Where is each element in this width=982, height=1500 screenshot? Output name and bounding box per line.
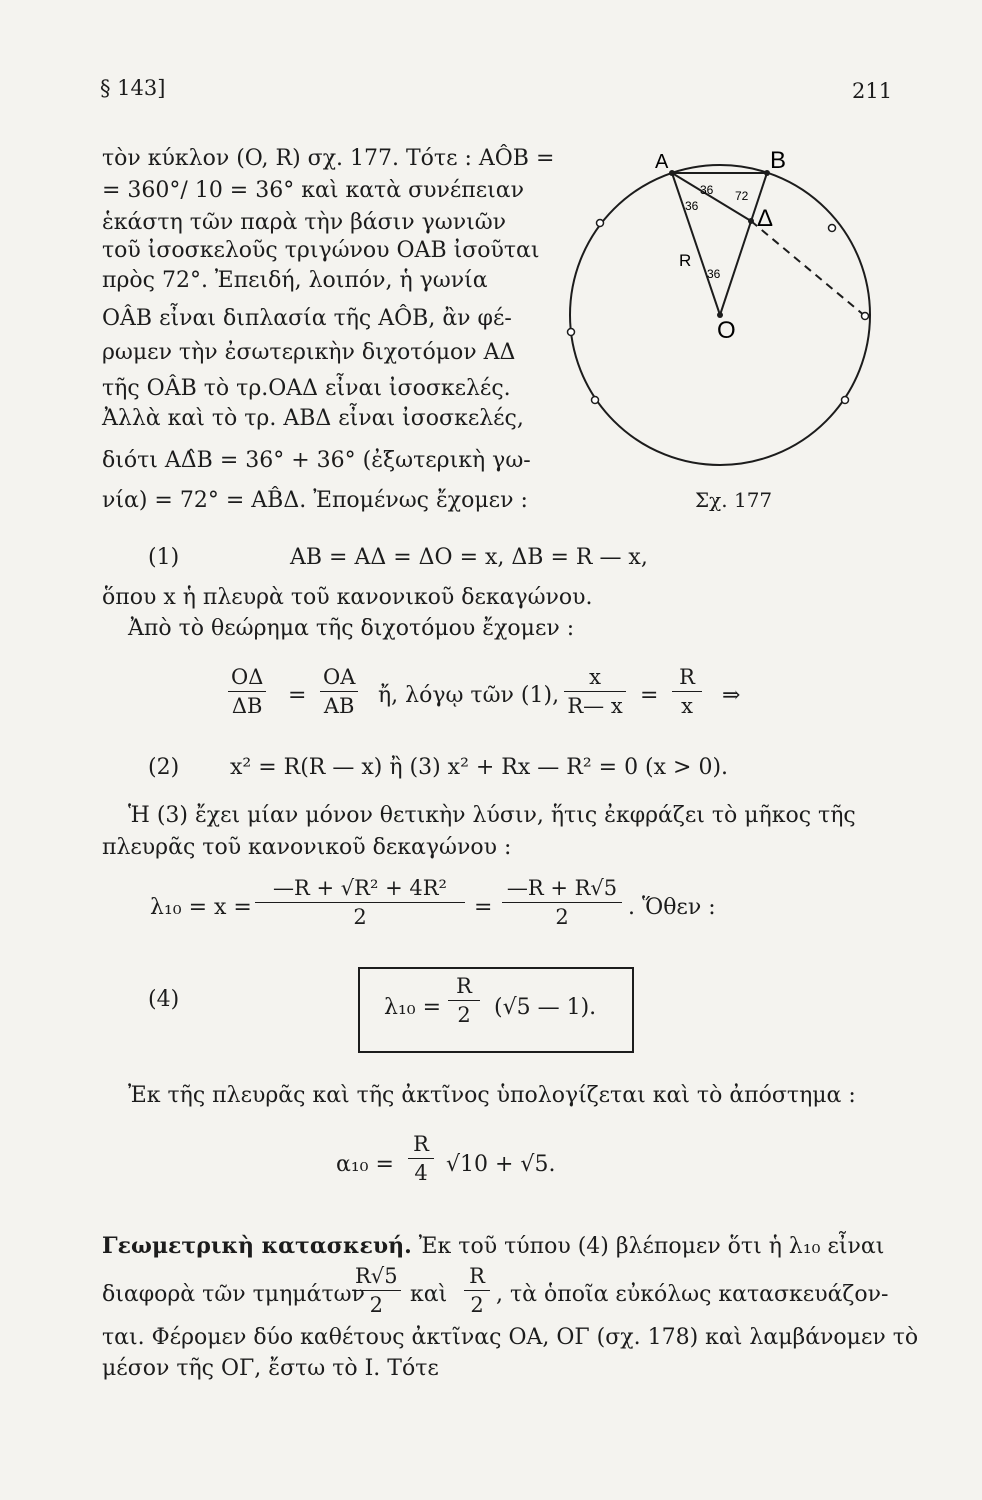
decagon-vertex [829, 225, 836, 232]
equals-sign: = [288, 683, 307, 708]
text-inline: , τὰ ὁποῖα εὐκόλως κατασκευάζον- [496, 1282, 889, 1307]
text-line: τῆς OÂB τὸ τρ.OAΔ εἶναι ἰσοσκελές. [102, 376, 511, 401]
text-line: διότι AΔ̂B = 36° + 36° (ἐξωτερικὴ γω- [102, 448, 531, 473]
numerator: OΔ [228, 665, 266, 692]
text-line: ται. Φέρομεν δύο καθέτους ἀκτῖνας OA, OΓ (σχ. 178) καὶ λαμβάνομεν τὸ [102, 1325, 919, 1350]
denominator: R— x [567, 694, 623, 718]
fraction [502, 876, 622, 929]
label-b: B [770, 147, 787, 174]
numerator: —R + √R² + 4R² [255, 876, 465, 903]
page-number: 211 [852, 79, 893, 103]
fraction [408, 1132, 434, 1185]
equals-sign: = [474, 895, 493, 920]
equation-number: (2) [148, 755, 180, 780]
equation-number: (1) [148, 545, 180, 570]
denominator: 2 [555, 905, 569, 929]
equation-2-3: x² = R(R — x) ἢ (3) x² + Rx — R² = 0 (x > 0). [230, 755, 729, 780]
denominator: 4 [414, 1161, 428, 1185]
denominator: 2 [470, 1293, 484, 1317]
angle-label: 72 [735, 189, 749, 203]
equation-1: AB = AΔ = ΔO = x, ΔB = R — x, [290, 545, 648, 570]
decagon-vertex [592, 397, 599, 404]
text-line [102, 1233, 884, 1260]
decagon-vertex [862, 313, 869, 320]
label-a: A [655, 151, 669, 173]
denominator: 2 [457, 1003, 471, 1027]
label-r: R [679, 251, 692, 270]
box-rhs: (√5 — 1). [494, 995, 597, 1020]
text-inline: διαφορὰ τῶν τμημάτων [102, 1282, 365, 1307]
text-line: Ἀλλὰ καὶ τὸ τρ. ABΔ εἶναι ἰσοσκελές, [102, 406, 524, 431]
denominator: AB [323, 694, 355, 718]
numerator: OA [320, 665, 358, 692]
text-line: μέσον τῆς OΓ, ἔστω τὸ I. Τότε [102, 1356, 439, 1381]
numerator: R [408, 1132, 434, 1159]
vertex-a [669, 170, 675, 176]
fraction [672, 665, 702, 718]
text-line: τὸν κύκλον (O, R) σχ. 177. Τότε : AÔB = [102, 146, 555, 171]
angle-label: 36 [685, 199, 699, 213]
text-line: ρωμεν τὴν ἐσωτερικὴν διχοτόμον AΔ [102, 340, 516, 365]
text-line: Ἡ (3) ἔχει μίαν μόνον θετικὴν λύσιν, ἥτις ἐκφράζει τὸ μῆκος τῆς [128, 803, 856, 828]
text-inline: . Ὅθεν : [628, 895, 716, 920]
fraction [352, 1264, 401, 1317]
arrow: ⇒ [722, 683, 741, 708]
figure-177 [555, 138, 885, 478]
text-line: τοῦ ἰσοσκελοῦς τριγώνου OAB ἰσοῦται [102, 238, 540, 263]
label-o: O [717, 317, 736, 344]
fraction [564, 665, 626, 718]
numerator: x [564, 665, 626, 692]
angle-label: 36 [707, 267, 721, 281]
label-delta: Δ [757, 205, 774, 232]
numerator: —R + R√5 [502, 876, 622, 903]
apothem-rhs: √10 + √5. [446, 1152, 556, 1177]
denominator: 2 [353, 905, 367, 929]
fraction [464, 1264, 490, 1317]
text-inline: καὶ [410, 1282, 448, 1307]
numerator: R [672, 665, 702, 692]
decagon-vertex [842, 397, 849, 404]
angle-label: 36 [700, 183, 714, 197]
text-line: πλευρᾶς τοῦ κανονικοῦ δεκαγώνου : [102, 835, 512, 860]
decagon-vertex [568, 329, 575, 336]
text-line: Ἀπὸ τὸ θεώρημα τῆς διχοτόμου ἔχομεν : [128, 616, 575, 641]
box-lhs: λ₁₀ = [384, 995, 442, 1020]
denominator: 2 [369, 1293, 383, 1317]
decagon-vertex [597, 220, 604, 227]
text-line: OÂB εἶναι διπλασία τῆς AÔB, ἂν φέ- [102, 306, 512, 331]
text-inline: ἤ, λόγῳ τῶν (1), [378, 683, 560, 708]
fraction [320, 665, 358, 718]
text-line: = 360°/ 10 = 36° καὶ κατὰ συνέπειαν [102, 178, 524, 203]
numerator: R√5 [352, 1264, 401, 1291]
numerator: R [448, 974, 480, 1001]
lambda-lhs: λ₁₀ = x = [150, 895, 252, 920]
denominator: ΔB [231, 694, 263, 718]
text-line: ἑκάστη τῶν παρὰ τὴν βάσιν γωνιῶν [102, 210, 507, 235]
text-line: Ἐκ τῆς πλευρᾶς καὶ τῆς ἀκτῖνος ὑπολογίζεται καὶ τὸ ἀπόστημα : [128, 1083, 856, 1108]
apothem-lhs: α₁₀ = [336, 1152, 394, 1177]
text-line: νία) = 72° = AB̂Δ. Ἐπομένως ἔχομεν : [102, 488, 528, 513]
denominator: x [681, 694, 693, 718]
fraction [448, 974, 480, 1027]
fraction [255, 876, 465, 929]
section-title: Γεωμετρικὴ κατασκευή. [102, 1233, 412, 1259]
figure-caption: Σχ. 177 [695, 488, 773, 512]
equation-number: (4) [148, 987, 180, 1012]
fraction [228, 665, 266, 718]
text-line: ὅπου x ἡ πλευρὰ τοῦ κανονικοῦ δεκαγώνου. [102, 585, 593, 610]
text-inline: Ἐκ τοῦ τύπου (4) βλέπομεν ὅτι ἡ λ₁₀ εἶναι [411, 1234, 885, 1259]
equals-sign: = [640, 683, 659, 708]
section-header: § 143] [100, 76, 166, 100]
numerator: R [464, 1264, 490, 1291]
vertex-delta [748, 218, 754, 224]
text-line: πρὸς 72°. Ἐπειδή, λοιπόν, ἡ γωνία [102, 268, 488, 293]
